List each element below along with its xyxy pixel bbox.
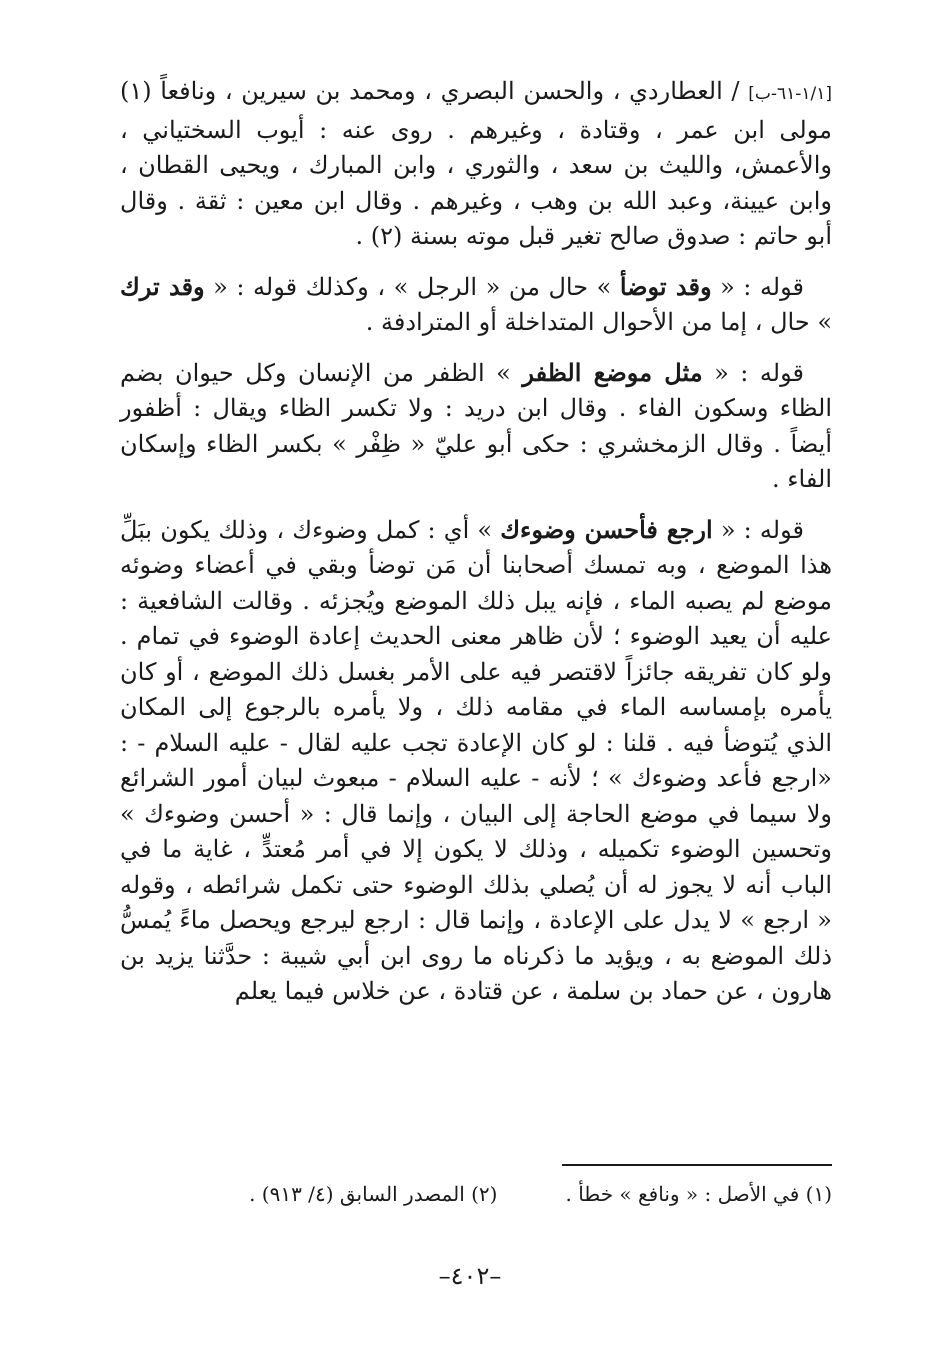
paragraph-narrators xyxy=(120,74,832,255)
margin-separator: / xyxy=(722,77,749,105)
quote-lead: قوله : « xyxy=(711,272,804,301)
paragraph-text: » أي : كمل وضوءك ، وذلك يكون ببَلِّ هذا الموضع ، وبه تمسك أصحابنا أن مَن توضأ وبقي في أعضاء وضوئه موضع لم يصبه الماء ، فإنه يبل ذلك الموضع ويُجزئه . وقالت الشافعية : عليه أن يعيد الوضوء ؛ لأن ظاهر معنى الحديث إعادة الوضوء في تمام . ولو كان تفريقه جائزاً لاقتصر فيه على الأمر بغسل ذلك الموضع ، أو كان يأمره بإمساسه الماء في مقامه ذلك ، ولا يأمره بالرجوع إلى المكان الذي يُتوضأ فيه . قلنا : لو كان الإعادة تجب عليه لقال - عليه السلام - : «ارجع فأعد وضوءك » ؛ لأنه - عليه السلام - مبعوث لبيان أمور الشرائع ولا سيما في موضع الحاجة إلى البيان ، وإنما قال : « أحسن وضوءك » وتحسين الوضوء تكميله ، وذلك لا يكون إلا في أمر مُعتدٍّ ، غاية ما في الباب أنه لا يجوز له أن يُصلي بذلك الوضوء حتى تكمل شرائطه ، وقوله « ارجع » لا يدل على الإعادة ، وإنما قال : ارجع ليرجع ويحصل ماءً يُمسُّ ذلك الموضع به ، ويؤيد ما ذكرناه ما روى ابن أبي شيبة : حدَّثنا يزيد بن هارون ، عن حماد بن سلمة ، عن قتادة ، عن خلاس فيما يعلم xyxy=(120,515,833,1005)
paragraph-wa-qad-tawadda xyxy=(120,269,832,341)
footnote-1: (١) في الأصل : « ونافع » خطأ . xyxy=(565,1182,832,1206)
quote-lead: قوله : « xyxy=(712,515,804,544)
margin-reference: [١/١-٦١-ب] xyxy=(748,84,833,104)
paragraph-text: » الظفر من الإنسان وكل حيوان بضم الظاء وسكون الفاء . وقال ابن دريد : ولا تكسر الظاء ويقال : أظفور أيضاً . وقال الزمخشري : حكى أبو عليّ « ظِفْر » بكسر الظاء وإسكان الفاء . xyxy=(120,358,832,493)
footnote-2: (٢) المصدر السابق (٤/ ٩١٣) . xyxy=(249,1182,498,1206)
footnotes xyxy=(120,1178,832,1210)
quoted-phrase: مثل موضع الظفر xyxy=(522,357,703,387)
paragraph-text: » حال ، إما من الأحوال المتداخلة أو المترادفة . xyxy=(365,308,832,336)
quote-lead: قوله : « xyxy=(702,358,804,387)
quoted-phrase: ارجع فأحسن وضوءك xyxy=(500,514,713,544)
footnote-separator xyxy=(562,1164,832,1166)
paragraph-irji xyxy=(120,512,832,1010)
paragraph-zufr xyxy=(120,355,832,498)
paragraph-text: » حال من « الرجل » ، وكذلك قوله : « xyxy=(204,272,620,301)
page-number: –٤٠٢– xyxy=(438,1262,502,1290)
quoted-phrase: وقد ترك xyxy=(120,271,205,301)
quoted-phrase: وقد توضأ xyxy=(619,271,712,301)
page-body xyxy=(120,74,832,1024)
paragraph-text: العطاردي ، والحسن البصري ، ومحمد بن سيرين ، ونافعاً (١) مولى ابن عمر ، وقتادة ، وغيرهم . روى عنه : أيوب السختياني ، والأعمش، والليث بن سعد ، والثوري ، وابن المبارك ، ويحيى القطان ، وابن عيينة، وعبد الله بن وهب ، وغيرهم . وقال ابن معين : ثقة . وقال أبو حاتم : صدوق صالح تغير قبل موته بسنة (٢) . xyxy=(120,77,832,250)
